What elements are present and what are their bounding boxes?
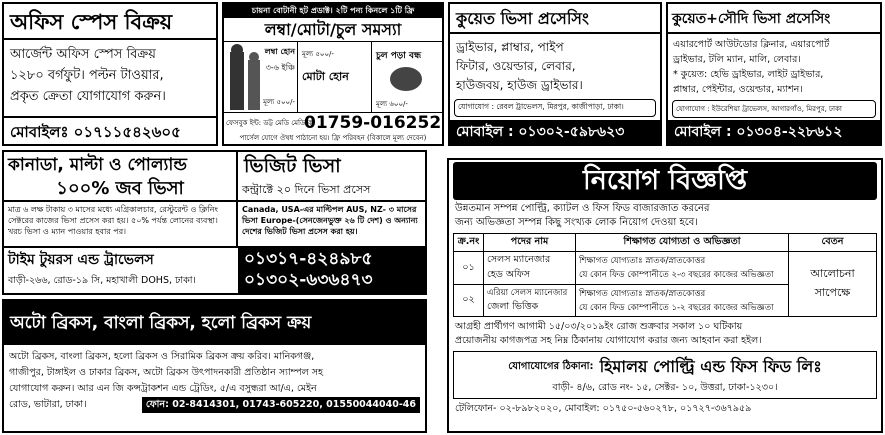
- herbal-price1: মূল্য ৫০০/-: [263, 98, 295, 106]
- herbal-phone: 01759-016252: [304, 112, 442, 133]
- job-note-2: প্রয়োজনীয় কাগজপত্র সহ নিম্ন ঠিকানায় যোগাযোগ করার জন্য আহবান করা হইল।: [455, 335, 762, 346]
- ad-canada-visa: [2, 150, 427, 295]
- col-edu: শিক্ষাগত যোগ্যতা ও অভিজ্ঞতা: [576, 234, 789, 252]
- table-row: [454, 252, 877, 285]
- herbal-price2: মূল্য ৫০০/-: [302, 50, 334, 58]
- job-table-header: [454, 234, 877, 252]
- herbal-box1: লম্বা হোন: [264, 47, 295, 56]
- canada-address: বাড়ী-২৬৬, রোড-১৯ সি, মহাখালী DOHS, ঢাকা।: [8, 275, 196, 286]
- row-salary: আলোচনা সাপেক্ষে: [789, 252, 877, 317]
- row-no: ০১: [454, 252, 484, 285]
- canada-phone-2: ০১৩০২-৬৩৬৪৭৩: [244, 270, 373, 290]
- row-edu: [576, 252, 789, 285]
- herbal-facebook: ফেসবুক ইন্ট: ডট্ট মেডি মেডিকো: [226, 118, 315, 127]
- saudi-line-3: * কুয়েত: হেভি ড্রাইভার, লাইট ড্রাইভার,: [673, 69, 824, 80]
- canada-subtitle: ১০০% জব ভিসা: [56, 178, 184, 199]
- row-post: [484, 285, 576, 317]
- bricks-line-4: রোড, ভাটারা, ঢাকা।: [9, 399, 87, 410]
- bricks-line-3: যোগাযোগ করুন। আর এন জি কন্সট্রাকশন এন্ড ট্রেডিং, ৫/এ বসুন্ধরা আ/এ, মেইন: [9, 383, 317, 394]
- kuwait-line-1: ড্রাইভার, প্লাম্বার, পাইপ: [456, 40, 564, 54]
- job-intro-2: জন্য অভিজ্ঞতা সম্পন্ন কিছু সংখ্যক লোক নিয়োগ দেওয়া হবে।: [455, 217, 698, 228]
- herbal-bottom: পার্সেল যোগে ঔষধ পাঠানো হয়। ফ্রি পরিবহন (বিকালে মূল্য দেবেন): [239, 134, 427, 142]
- col-salary: বেতন: [789, 234, 877, 252]
- canada-left-body: মাত্র ৬ লক্ষ টাকায় ৩ মাসের মধ্যে এগ্রিকালচার, রেস্টুরেন্ট ও ক্লিনিং সেক্টরের কাজের ভিসা প্রসেস করা হয়। ৫০% পর্যন্ত লোনের ব্যবস্থা। খরচ ভিসা ও ম্যান পাওয়ার হবার পর।: [4, 202, 238, 246]
- herbal-headline: লম্বা/মোটা/চুল সমস্যা: [224, 18, 442, 42]
- job-contact-label: যোগাযোগের ঠিকানা:: [508, 361, 594, 372]
- row-no: ০২: [454, 285, 484, 317]
- row-edu: [576, 285, 789, 317]
- col-no: ক্র.নং: [454, 234, 484, 252]
- office-body-2: ১২৮০ বর্গফুট। পল্টন টাওয়ার,: [10, 68, 164, 83]
- job-address: বাড়ী- ৪/৬, রোড নং- ১৫, সেক্টর- ১০, উত্তরা, ঢাকা-১২৩০।: [552, 382, 778, 393]
- row-post-location: জেলা ভিত্তিক: [487, 301, 539, 312]
- ad-bricks: [2, 299, 427, 433]
- office-mobile: মোবাইলঃ ০১৭১১৫৪২৬০৫: [4, 116, 216, 144]
- herbal-price3: মূল্য ৬০০/-: [376, 100, 408, 108]
- kuwait-contact: যোগাযোগ : রেবল ট্রাভেলস, মিরপুর, কাজীপাড়া, ঢাকা।: [454, 99, 656, 117]
- row-post: [484, 252, 576, 285]
- row-edu-exp: যে কোন ফিড কোম্পানীতে ২-৩ বছরের কাজের অভিজ্ঞতা: [579, 270, 774, 280]
- job-note-1: আগ্রহী প্রার্থীগণ আগামী ১৫/০৩/২০১৯ইং রোজ শুক্রবার সকাল ১০ ঘটিকায়: [455, 321, 743, 332]
- bricks-title: অটো ব্রিকস, বাংলা ব্রিকস, হলো ব্রিকস ক্রয়: [4, 301, 425, 345]
- saudi-line-1: এয়ারপোর্ট আউটডোর ক্লিনার, এয়ারপোর্ট: [673, 39, 830, 50]
- ad-herbal: [222, 2, 444, 146]
- office-body-1: আর্জেন্ট অফিস স্পেস বিক্রয়: [10, 47, 156, 62]
- kuwait-line-2: ফিটার, ওয়েল্ডার, লেবার,: [456, 59, 576, 73]
- job-phone: টেলিফোন- ০২-৮৯৮২০২০, মোবাইল: ০১৭৫০-৫৬০২৭৮, ০১৭২৭-৩৬৭৯৫৯: [455, 403, 752, 414]
- ad-job: [447, 158, 883, 433]
- saudi-title: কুয়েত+সৌদি ভিসা প্রসেসিং: [668, 4, 880, 34]
- visit-visa-sub: কন্ট্রাক্টে ২০ দিনে ভিসা প্রসেস: [242, 183, 371, 196]
- herbal-panel-hair: [372, 42, 442, 112]
- job-title: নিয়োগ বিজ্ঞপ্তি: [453, 162, 877, 200]
- kuwait-mobile: মোবাইল : ০১৩০২-৫৯৮৬২৩: [450, 120, 660, 144]
- ad-office-space: [2, 2, 218, 146]
- job-intro-1: উন্নতমান সম্পন্ন পোল্ট্রি, ক্যাটল ও ফিস ফিড বাজারজাত করনের: [455, 203, 710, 214]
- bricks-line-1: অটো ব্রিকস, বাংলা ব্রিকস, হলো ব্রিকস ও সিরামিক ব্রিকস ক্রয় করিব। মানিকগঞ্জ,: [9, 351, 315, 362]
- herbal-panel-fat: [298, 42, 372, 112]
- herbal-box1-sub: ৩-৬ ইঞ্চি: [265, 63, 295, 72]
- canada-agency: টাইম টুয়রস এন্ড ট্রাভেলস: [8, 252, 154, 268]
- row-edu-exp: যে কোন ফিড কোম্পানীতে ১-২ বছরের কাজের অভিজ্ঞতা: [579, 302, 774, 313]
- herbal-box2: মোটা হোন: [302, 70, 349, 83]
- canada-right-body: Canada, USA-এর মাল্টিপল AUS, NZ- ৩ মাসের ভিসা Europe-(সেনজেনভুক্ত ২৬ টি দেশ) ও অন্যান্য দেশের ভিজিট ভিসা প্রসেস করা হয়।: [242, 205, 418, 236]
- row-post-title: এরিয়া সেলস ম্যানেজার: [487, 288, 568, 298]
- visit-visa-title: ভিজিট ভিসা: [244, 155, 341, 177]
- office-body-3: প্রকৃত ক্রেতা যোগাযোগ করুন।: [10, 89, 166, 104]
- saudi-contact: যোগাযোগ : ইউরেশিয়া ট্রাভেলস, আগারগাঁও, মিরপুর, ঢাকা: [672, 100, 876, 118]
- ad-kuwait-visa: [448, 2, 662, 146]
- hair-image: [386, 64, 426, 94]
- kuwait-title: কুয়েত ভিসা প্রসেসিং: [450, 4, 660, 34]
- herbal-panel-tall: [224, 42, 298, 112]
- ad-saudi-visa: [666, 2, 882, 146]
- row-post-title: সেলস ম্যানেজার: [487, 254, 551, 265]
- office-title: অফিস স্পেস বিক্রয়: [4, 4, 216, 40]
- col-post: পদের নাম: [484, 234, 576, 252]
- canada-title: কানাডা, মাল্টা ও পোল্যান্ড: [8, 155, 187, 175]
- canada-phone-1: ০১৩১৭-৪২৪৯৮৫: [244, 249, 373, 269]
- herbal-box3: চুল পড়া বন্ধ: [376, 51, 422, 61]
- herbal-top: চায়না বোটানী হট প্রডাক্ট। ২টি পন্য কিনলে ১টি ফ্রি: [224, 4, 442, 18]
- bricks-line-2: গাজীপুর, টাঙ্গাইল ও ঢাকার ব্রিকস, অটো ব্রিকস উৎপাদনকারী প্রতিষ্ঠান স্যাম্পল সহ: [9, 367, 324, 378]
- kuwait-line-3: হাউজবয়, হাউজ ড্রাইভার।: [456, 78, 583, 92]
- row-edu-qual: শিক্ষাগত যোগ্যতাঃ স্নাতক/স্নাতকোত্তর: [579, 256, 706, 266]
- saudi-line-2: ড্রাইভার, টলি ম্যান, মালি, লেবার।: [673, 54, 801, 65]
- row-edu-qual: শিক্ষাগত যোগ্যতাঃ স্নাতক/স্নাতকোত্তর: [579, 288, 706, 299]
- bricks-phone: ফোন: 02-8414301, 01743-605220, 01550044040-46: [142, 397, 420, 413]
- job-company: হিমালয় পোল্ট্রি এন্ড ফিস ফিড লিঃ: [599, 357, 822, 376]
- job-table: [453, 233, 877, 317]
- row-post-location: হেড অফিস: [487, 269, 531, 280]
- saudi-mobile: মোবাইল : ০১৩০৪-২২৮৬১২: [668, 120, 880, 144]
- saudi-line-4: প্লাম্বার, পেইন্টার, ওয়েল্ডার, ম্যাশন।: [673, 84, 803, 95]
